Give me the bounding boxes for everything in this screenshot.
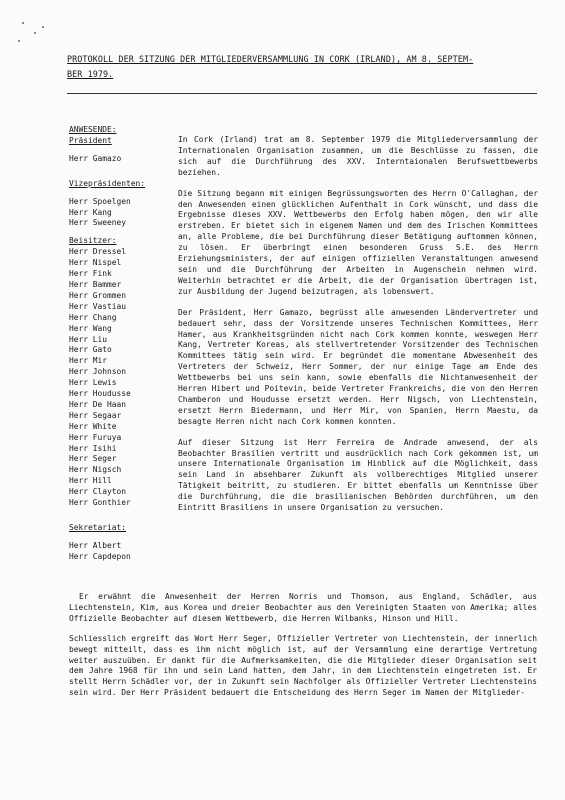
member-name: Herr Segaar <box>69 410 122 420</box>
paragraph-welcome: Die Sitzung begann mit einigen Begrüssungsworten des Herrn O'Callaghan, der den Anwesenden einen glücklichen Aufenthalt in Cork wünscht, und dass die Ergebnisse dieses XXV. Wettbewerbs den Erfolg haben mögen, den wir alle erstreben. Er bietet sich in eigenem Namen und dem des Irischen Kommittees an, alle Probleme, die bei Durchführung dieser Betätigung auftommen können, zu lösen. Er überbringt einen besonderen Gruss S.E. des Herrn Erziehungsministers, der auf einigen offiziellen Veranstaltungen anwesend sein und die Durchführung der Arbeiten in Augenschein nehmen wird. Weiterhin betrachtet er die Arbeit, die der Organisation übertragen ist, zur Ausbildung der Jugend beizutragen, als lobenswert. <box>178 188 538 296</box>
vice-name: Herr Sweeney <box>69 218 127 228</box>
president-heading: Präsident <box>69 135 112 145</box>
minutes-body-wide <box>69 592 537 708</box>
vice-name: Herr Kang <box>69 207 112 217</box>
document-title <box>67 52 537 82</box>
member-name: Herr Vastiau <box>69 301 127 311</box>
member-name: Herr Dressel <box>69 247 127 257</box>
minutes-body <box>178 135 538 524</box>
member-name: Herr Nigsch <box>69 465 122 475</box>
paragraph-president: Der Präsident, Herr Gamazo, begrüsst alle anwesenden Ländervertreter und bedauert sehr, dass der Vorsitzende unseres Technischen Kommittees, Herr Hamer, aus Krankheitsgründen nicht nach Cork kommen konnte, weswegen Herr Kang, Vertreter Koreas, als stellvertretender Vorsitzender des Technischen Kommittees tätig sein wird. Er begründet die momentane Abwesenheit des Vertreters der Schweiz, Herr Sommer, der nur einige Tage am Ende des Wettbewerbs bei uns sein kann, sowie ebenfalls die Nichtanwesenheit der Herren Hibert und Poitevin, beide Vertreter Frankreichs, die von den Herren Chamberon und Houdusse ersetzt werden. Herr Nigsch, von Liechtenstein, ersetzt Herrn Biedermann, und Herr Mir, von Spanien, Herrn Maestu, da besagte Herren nicht nach Cork kommen konnten. <box>178 307 538 426</box>
member-name: Herr Gonthier <box>69 498 131 508</box>
member-name: Herr Nispel <box>69 258 122 268</box>
paragraph-opening: In Cork (Irland) trat am 8. September 1979 die Mitgliederversammlung der Internationalen Organisation zusammen, um die Beschlüsse zu fassen, die sich auf die Durchführung des XXV. Interntaionalen Berufswettbewerbs beziehen. <box>178 135 538 177</box>
member-name: Herr Furuya <box>69 432 122 442</box>
paragraph-observers: Er erwähnt die Anwesenheit der Herren Norris und Thomson, aus England, Schädler, aus Liechtenstein, Kim, aus Korea und dreier Beobachter aus den Vereinigten Staaten von Amerika; alles Offizielle Beobachter auf diesem Wettbewerb, die Herren Wilbanks, Hinson und Hill. <box>69 592 537 623</box>
paragraph-seger: Schliesslich ergreift das Wort Herr Seger, Offizieller Vertreter von Liechtenstein, der innerlich bewegt mitteilt, dass es ihm nicht möglich ist, auf der Versammlung eine derartige Vertretung weiter auszuüben. Er dankt für die Aufmerksamkeiten, die die Mitglieder dieser Organisation seit dem Jahre 1968 für ihn und sein Land hatten, dem Jahr, in dem Liechtenstein eingetreten ist. Er stellt Herrn Schädler vor, der in Zukunft sein Nachfolger als Offizieller Vertreter Liechtensteins sein wird. Der Herr Präsident bedauert die Entscheidung des Herrn Seger im Namen der Mitglieder- <box>69 633 537 698</box>
member-name: Herr Liu <box>69 334 108 344</box>
title-divider <box>67 93 537 94</box>
member-name: Herr Isihi <box>69 443 117 453</box>
member-name: Herr Fink <box>69 269 112 279</box>
attendees-list <box>69 125 174 563</box>
member-name: Herr Hill <box>69 476 112 486</box>
title-line-1: PROTOKOLL DER SITZUNG DER MITGLIEDERVERSAMMLUNG IN CORK (IRLAND), AM 8. SEPTEM- <box>67 54 474 64</box>
member-name: Herr Johnson <box>69 367 127 377</box>
member-name: Herr Mir <box>69 356 108 366</box>
present-heading: ANWESENDE: <box>69 125 117 134</box>
member-name: Herr Grommen <box>69 290 127 300</box>
secretariat-heading: Sekretariat: <box>69 523 127 532</box>
member-name: Herr Seger <box>69 454 117 464</box>
secretariat-name: Herr Capdepon <box>69 551 131 561</box>
member-name: Herr De Haan <box>69 399 127 409</box>
title-line-2: BER 1979. <box>67 69 114 79</box>
secretariat-name: Herr Albert <box>69 540 122 550</box>
president-name: Herr Gamazo <box>69 153 122 163</box>
members-heading: Beisitzer: <box>69 236 117 246</box>
member-name: Herr Chang <box>69 312 117 322</box>
member-name: Herr Lewis <box>69 378 117 388</box>
paragraph-brazil: Auf dieser Sitzung ist Herr Ferreira de Andrade anwesend, der als Beobachter Brasilien vertritt und ausdrücklich nach Cork gekommen ist, um unsere Internationale Organisation im Hinblick auf die Möglichkeit, dass sein Land in absehbarer Zukunft als vollberechtiges Mitglied unserer Tätigkeit beitritt, zu studieren. Er bittet ebenfalls um Kenntnisse über die Durchführung, die die brasilianischen Behörden durchführen, um den Eintritt Brasiliens in unsere Organisation zu versuchen. <box>178 437 538 513</box>
member-name: Herr Gato <box>69 345 112 355</box>
vice-name: Herr Spoelgen <box>69 196 131 206</box>
member-name: Herr Wang <box>69 323 112 333</box>
member-name: Herr Bammer <box>69 279 122 289</box>
member-name: Herr White <box>69 421 117 431</box>
member-name: Herr Houdusse <box>69 389 131 399</box>
member-name: Herr Clayton <box>69 487 127 497</box>
vice-heading: Vizepräsidenten: <box>69 178 146 188</box>
